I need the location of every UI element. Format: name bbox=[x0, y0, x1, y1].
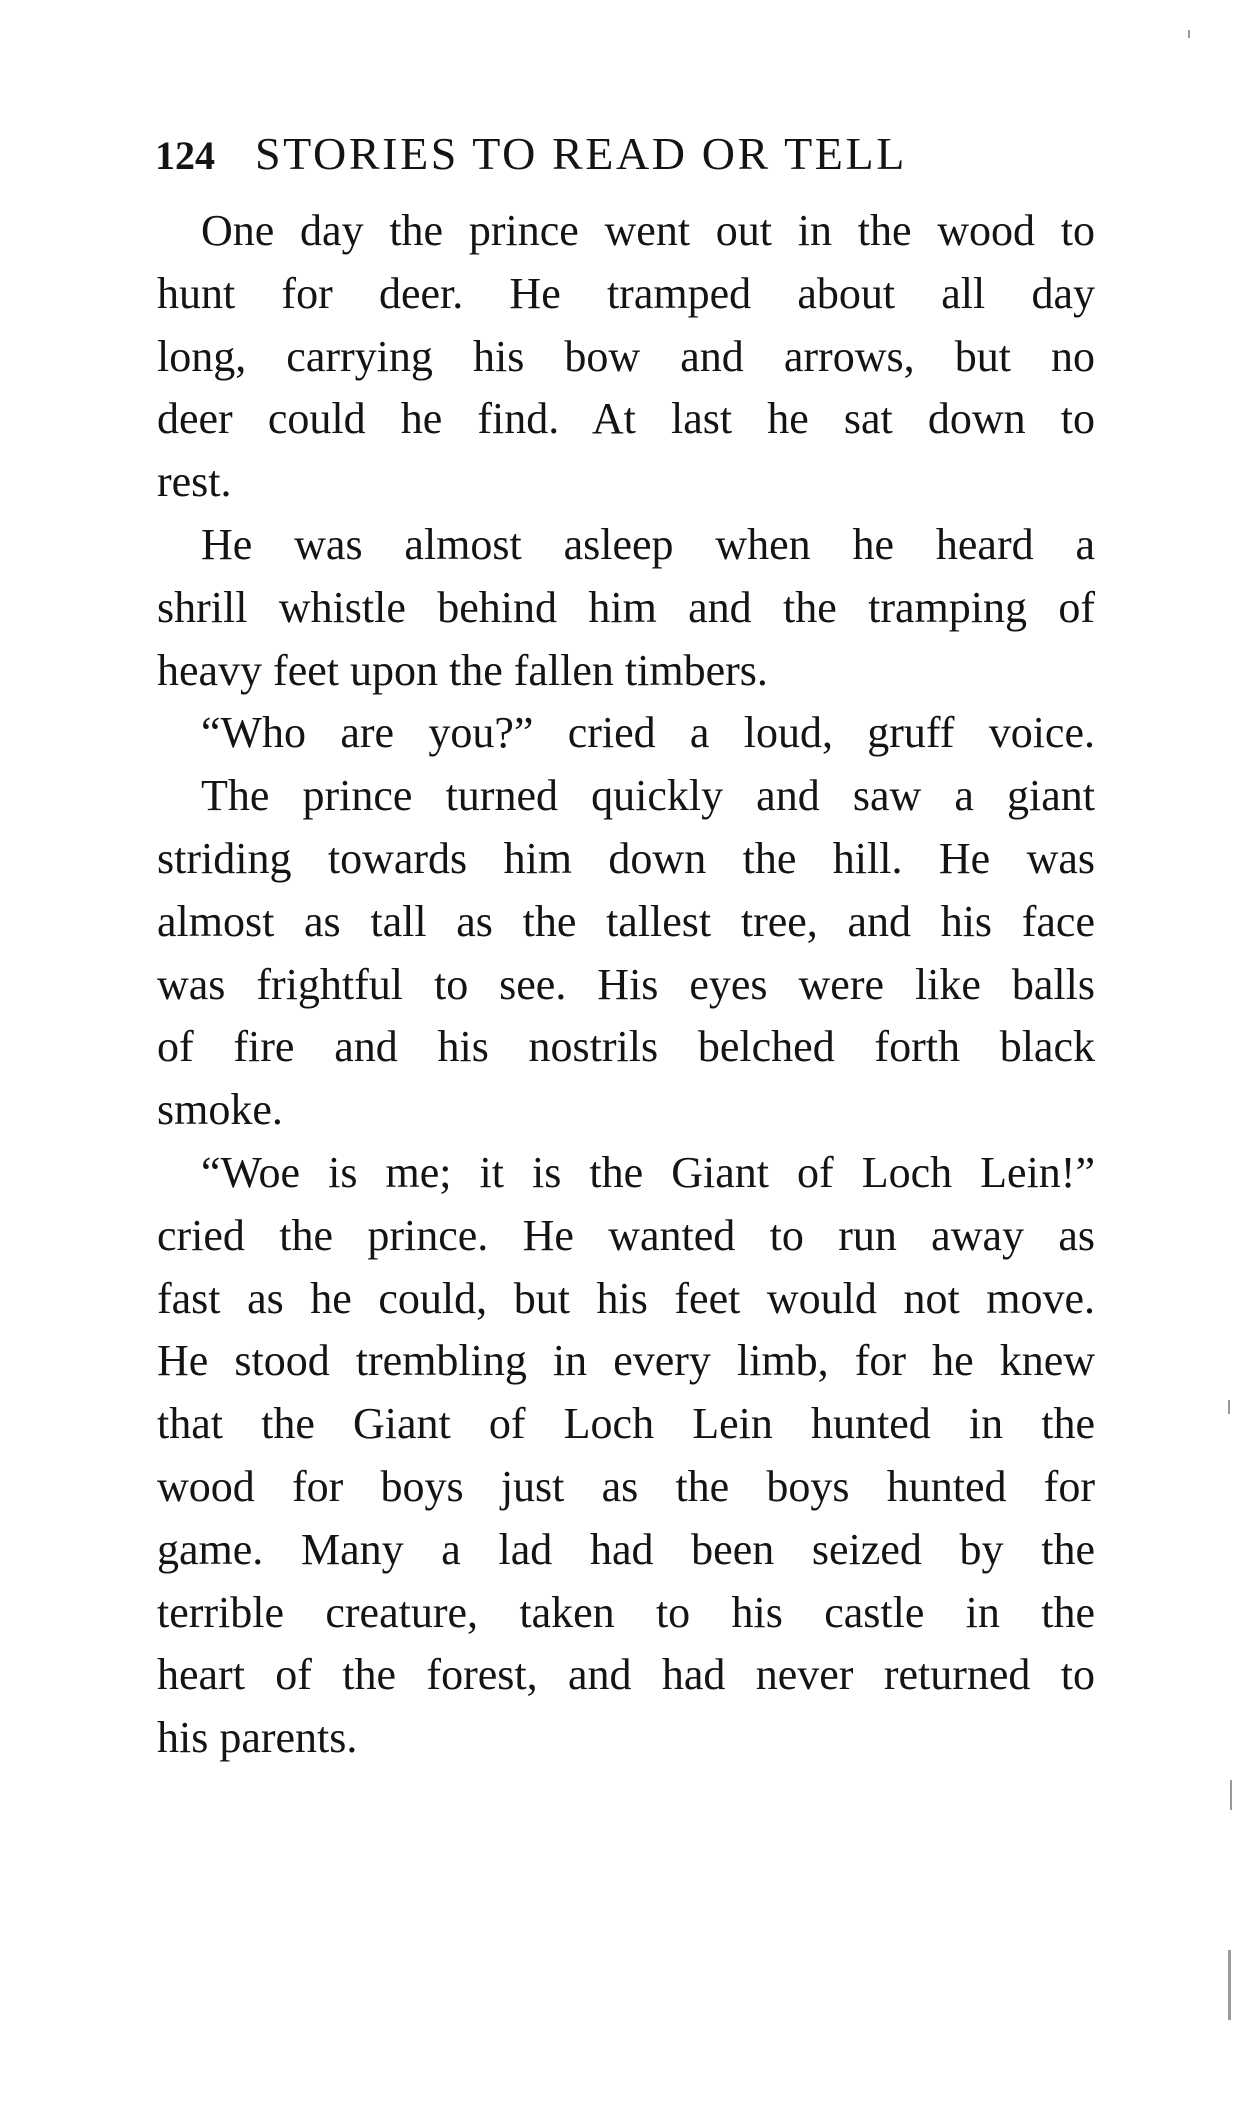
text-line: was frightful to see. His eyes were like balls bbox=[157, 959, 1095, 1009]
text-line: long, carrying his bow and arrows, but no bbox=[157, 331, 1095, 381]
text-line: cried the prince. He wanted to run away as bbox=[157, 1210, 1095, 1260]
paragraph-3 bbox=[157, 702, 1095, 765]
text-line: of fire and his nostrils belched forth black bbox=[157, 1022, 1095, 1072]
text-line: He was almost asleep when he heard a bbox=[201, 519, 1095, 569]
text-line: fast as he could, but his feet would not move. bbox=[157, 1273, 1095, 1323]
scan-speck bbox=[1230, 1780, 1232, 1810]
text-line: heavy feet upon the fallen timbers. bbox=[157, 645, 768, 695]
text-line: “Who are you?” cried a loud, gruff voice. bbox=[201, 708, 1095, 758]
paragraph-1 bbox=[157, 200, 1095, 514]
text-line: rest. bbox=[157, 457, 232, 507]
running-head bbox=[155, 126, 907, 184]
text-line: striding towards him down the hill. He was bbox=[157, 833, 1095, 883]
text-line: wood for boys just as the boys hunted for bbox=[157, 1461, 1095, 1511]
scan-speck bbox=[1228, 1950, 1231, 2020]
text-line: He stood trembling in every limb, for he knew bbox=[157, 1336, 1095, 1386]
text-line: game. Many a lad had been seized by the bbox=[157, 1524, 1095, 1574]
paragraph-5 bbox=[157, 1142, 1095, 1770]
text-line: heart of the forest, and had never returned to bbox=[157, 1650, 1095, 1700]
body-text bbox=[157, 200, 1095, 1770]
text-line: shrill whistle behind him and the tramping of bbox=[157, 582, 1095, 632]
text-line: terrible creature, taken to his castle in the bbox=[157, 1587, 1095, 1637]
scan-speck bbox=[1228, 1400, 1230, 1414]
page-number: 124 bbox=[155, 133, 215, 178]
text-line: The prince turned quickly and saw a giant bbox=[201, 771, 1095, 821]
text-line: smoke. bbox=[157, 1085, 283, 1135]
text-line: “Woe is me; it is the Giant of Loch Lein!” bbox=[201, 1147, 1095, 1197]
text-line: almost as tall as the tallest tree, and his face bbox=[157, 896, 1095, 946]
running-title: STORIES TO READ OR TELL bbox=[255, 128, 907, 179]
scan-speck bbox=[1188, 30, 1190, 38]
paragraph-4 bbox=[157, 765, 1095, 1142]
text-line: his parents. bbox=[157, 1713, 358, 1763]
text-line: hunt for deer. He tramped about all day bbox=[157, 268, 1095, 318]
text-line: deer could he find. At last he sat down to bbox=[157, 394, 1095, 444]
paragraph-2 bbox=[157, 514, 1095, 702]
text-line: One day the prince went out in the wood to bbox=[201, 206, 1095, 255]
text-line: that the Giant of Loch Lein hunted in the bbox=[157, 1399, 1095, 1449]
